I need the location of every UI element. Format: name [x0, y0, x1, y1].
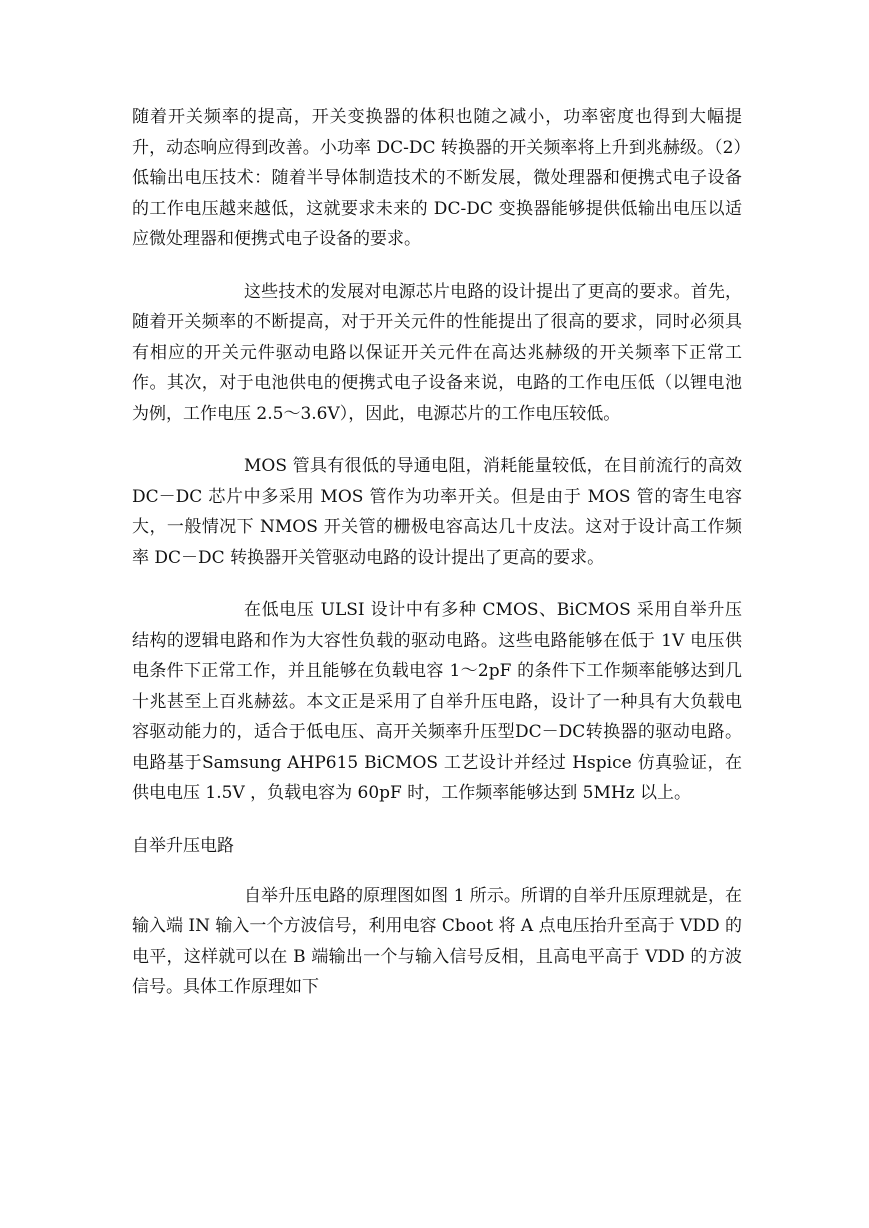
paragraph-ulsi-design: 在低电压 ULSI 设计中有多种 CMOS、BiCMOS 采用自举升压结构的逻辑电路和作为大容性负载的驱动电路。这些电路能够在低于 1V 电压供电条件下正常工作，并且能够在负载电容 1～2pF 的条件下工作频率能够达到几十兆甚至上百兆赫兹。本文正是采用了自举升压电路，设计了一种具有大负载电容驱动能力的，适合于低电压、高开关频率升压型DC－DC转换器的驱动电路。电路基于Samsung AHP615 BiCMOS 工艺设计并经过 Hspice 仿真验证，在供电电压 1.5V ，负载电容为 60pF 时，工作频率能够达到 5MHz 以上。 [132, 600, 742, 803]
paragraph-switching-frequency: 随着开关频率的提高，开关变换器的体积也随之减小，功率密度也得到大幅提升，动态响应得到改善。小功率 DC-DC 转换器的开关频率将上升到兆赫级。（2）低输出电压技术：随着半导体制造技术的不断发展，微处理器和便携式电子设备的工作电压越来越低，这就要求未来的 DC-DC 变换器能够提供低输出电压以适应微处理器和便携式电子设备的要求。 [132, 107, 742, 249]
section-heading: 自举升压电路 [132, 835, 234, 856]
paragraph-mos-transistor: MOS 管具有很低的导通电阻，消耗能量较低，在目前流行的高效 DC－DC 芯片中多采用 MOS 管作为功率开关。但是由于 MOS 管的寄生电容大，一般情况下 NMOS 开关管的栅极电容高达几十皮法。这对于设计高工作频率 DC－DC 转换器开关管驱动电路的设计提出了更高的要求。 [132, 456, 742, 568]
paragraph-bootstrap-principle: 自举升压电路的原理图如图 1 所示。所谓的自举升压原理就是，在输入端 IN 输入一个方波信号，利用电容 Cboot 将 A 点电压抬升至高于 VDD 的电平，这样就可以在 B 端输出一个与输入信号反相，且高电平高于 VDD 的方波信号。具体工作原理如下 [132, 885, 742, 997]
document-page [132, 102, 742, 1025]
paragraph-power-chip-requirements: 这些技术的发展对电源芯片电路的设计提出了更高的要求。首先，随着开关频率的不断提高，对于开关元件的性能提出了很高的要求，同时必须具有相应的开关元件驱动电路以保证开关元件在高达兆赫级的开关频率下正常工作。其次，对于电池供电的便携式电子设备来说，电路的工作电压低（以锂电池为例，工作电压 2.5～3.6V），因此，电源芯片的工作电压较低。 [132, 281, 742, 424]
